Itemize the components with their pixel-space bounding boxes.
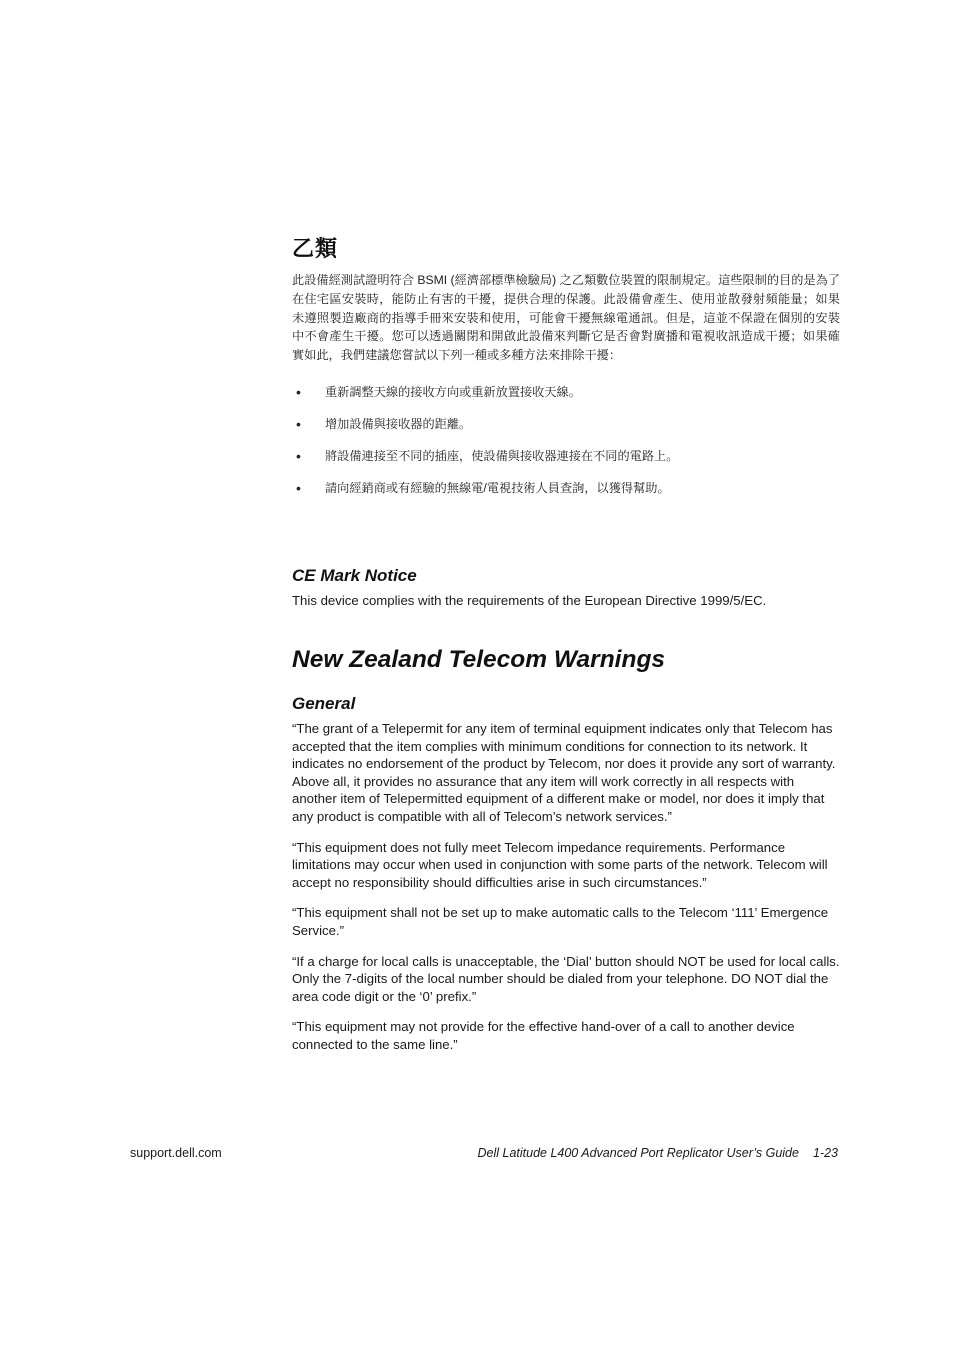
footer-guide-title: Dell Latitude L400 Advanced Port Replicator User’s Guide (477, 1146, 799, 1160)
general-subheading: General (292, 694, 356, 713)
footer-website: support.dell.com (130, 1146, 222, 1160)
bullet-icon: • (296, 447, 301, 464)
footer-guide (292, 1146, 838, 1160)
list-item: • 增加設備與接收器的距離。 (296, 415, 472, 432)
nz-paragraph-5: “This equipment may not provide for the effective hand-over of a call to another device connected to the same line.” (292, 1019, 795, 1052)
class-b-list (292, 383, 840, 497)
nz-paragraph-2: “This equipment does not fully meet Telecom impedance requirements. Performance limitations may occur when used in conjunction with some parts of the network. Telecom will accept no responsibility should difficulties arise in such circumstances.” (292, 839, 828, 890)
nz-telecom-section (292, 646, 840, 1067)
list-item: • 重新調整天線的接收方向或重新放置接收天線。 (296, 383, 581, 400)
bullet-icon: • (296, 479, 301, 496)
ce-mark-heading: CE Mark Notice (292, 566, 417, 585)
ce-mark-text: This device complies with the requirements of the European Directive 1999/5/EC. (292, 593, 767, 608)
nz-telecom-title: New Zealand Telecom Warnings (292, 646, 666, 673)
bullet-icon: • (296, 415, 301, 432)
list-item: • 將設備連接至不同的插座，使設備與接收器連接在不同的電路上。 (296, 447, 679, 464)
list-item: • 請向經銷商或有經驗的無線電/電視技術人員查詢，以獲得幫助。 (296, 479, 670, 496)
class-b-heading: 乙類 (292, 236, 339, 261)
nz-paragraph-4: “If a charge for local calls is unacceptable, the ‘Dial’ button should NOT be used for local calls. Only the 7-digits of the local number should be dialed from your telephone. DO NOT dial the area code digit or the ‘0’ prefix.” (292, 953, 840, 1004)
nz-paragraph-3: “This equipment shall not be set up to make automatic calls to the Telecom ‘111’ Emergence Service.” (292, 905, 829, 938)
class-b-section (292, 232, 840, 511)
nz-paragraph-1: “The grant of a Telepermit for any item of terminal equipment indicates only that Telecom has accepted that the item complies with minimum conditions for connection to its network. It indicates no endorsement of the product by Telecom, nor does it provide any sort of warranty. Above all, it provides no assurance that any item will work correctly in all respects with another item of Telepermitted equipment of a different make or model, nor does it imply that any product is compatible with all of Telecom’s network services.” (292, 721, 836, 824)
bullet-icon: • (296, 383, 301, 400)
class-b-paragraph: 此設備經測試證明符合 BSMI (經濟部標準檢驗局) 之乙類數位裝置的限制規定。這些限制的目的是為了在住宅區安裝時，能防止有害的干擾，提供合理的保護。此設備會產生、使用並散發射頻能量；如果未遵照製造廠商的指導手冊來安裝和使用，可能會干擾無線電通訊。但是，這並不保證在個別的安裝中不會產生干擾。您可以透過關閉和開啟此設備來判斷它是否會對廣播和電視收訊造成干擾；如果確實如此，我們建議您嘗試以下列一種或多種方法來排除干擾： (292, 273, 840, 363)
ce-mark-section (292, 566, 840, 610)
page-number: 1-23 (812, 1146, 838, 1160)
